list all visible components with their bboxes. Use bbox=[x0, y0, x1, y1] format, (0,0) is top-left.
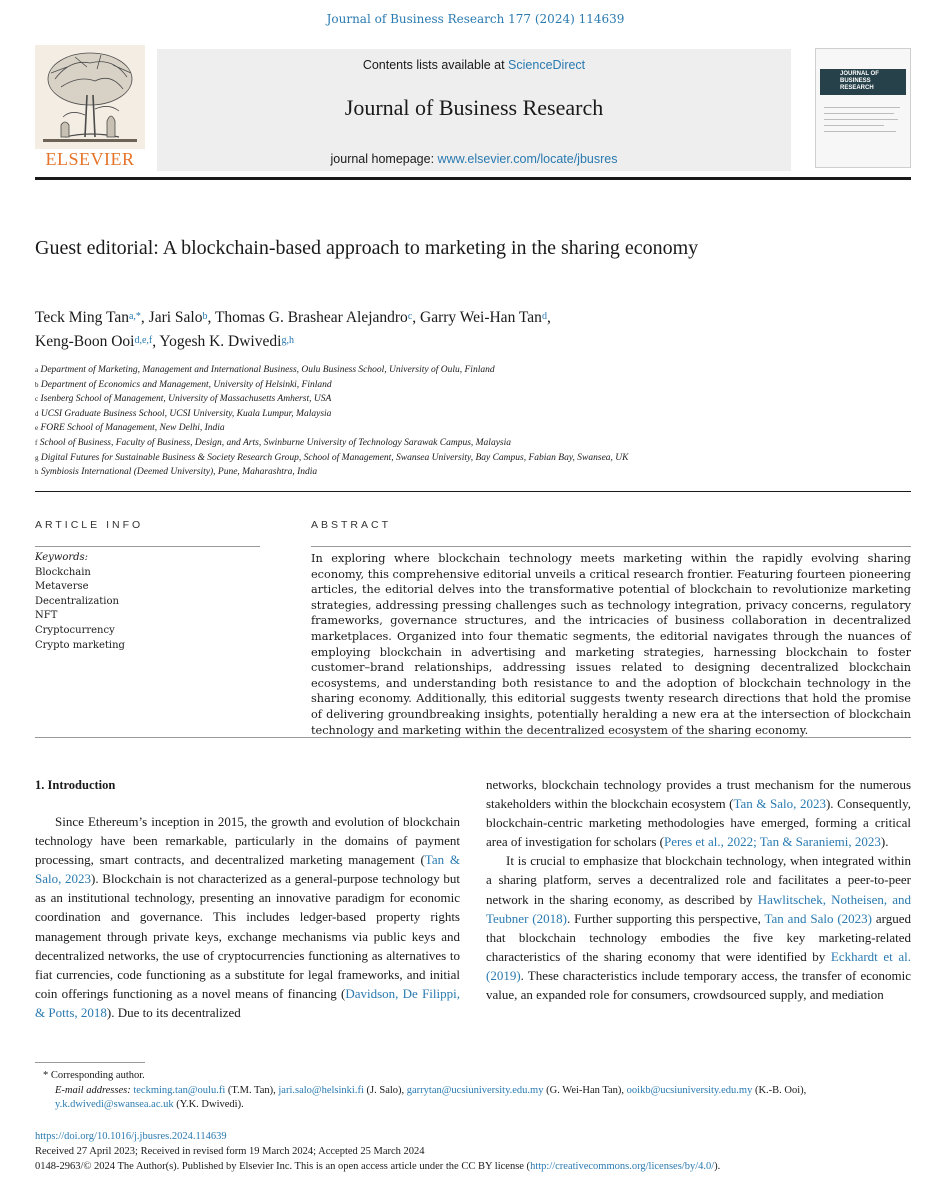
affiliation-key: d bbox=[35, 409, 39, 418]
author bbox=[159, 333, 294, 350]
homepage-line bbox=[157, 152, 791, 166]
email-link[interactable]: y.k.dwivedi@swansea.ac.uk bbox=[55, 1099, 174, 1110]
author-affiliation-mark[interactable]: g,h bbox=[281, 335, 294, 346]
affiliation-text: Department of Economics and Management, University of Helsinki, Finland bbox=[40, 379, 332, 390]
cover-line bbox=[824, 113, 894, 114]
license-line bbox=[35, 1159, 911, 1174]
text-run: It is crucial to emphasize that blockchain technology, when integrated within a sharing platform, serves a decentralized role and facilitates a peer-to-peer network in the sharing economy, as described by bbox=[486, 853, 911, 907]
journal-cover-thumbnail[interactable] bbox=[815, 48, 911, 168]
keyword: Blockchain bbox=[35, 566, 91, 578]
email-link[interactable]: teckming.tan@oulu.fi bbox=[133, 1084, 226, 1096]
text-run: ). Blockchain is not characterized as a general-purpose technology but as an institutional technology, presenting an innovative paradigm for economic coordination and governance. This includes ledger-based property rights management through private keys, exchange mechanisms via public keys and decentralized networks, the use of cryptocurrencies functioning as alternatives to fiat currencies, code functioning as a substitute for legal frameworks, and initial coin offerings functioning as a novel means of financing ( bbox=[35, 871, 460, 1001]
author-name: Yogesh K. Dwivedi bbox=[159, 333, 282, 350]
cover-title: JOURNAL OF BUSINESS RESEARCH bbox=[840, 71, 879, 91]
author bbox=[149, 309, 215, 326]
affiliation-text: Digital Futures for Sustainable Business & Society Research Group, School of Management, Swansea University, Bay Campus, Fabian Bay, Swansea, UK bbox=[40, 452, 629, 463]
received-dates: Received 27 April 2023; Received in revised form 19 March 2024; Accepted 25 March 2024 bbox=[35, 1146, 425, 1157]
author-affiliation-mark[interactable]: c bbox=[407, 311, 413, 322]
elsevier-logo[interactable] bbox=[35, 45, 145, 170]
affiliation-text: FORE School of Management, New Delhi, India bbox=[40, 423, 225, 434]
affiliation-key: b bbox=[35, 380, 39, 389]
cover-line bbox=[824, 131, 896, 132]
email-owner: (T.M. Tan), bbox=[225, 1084, 279, 1096]
author-affiliation-mark[interactable]: d bbox=[541, 311, 547, 322]
keywords-label: Keywords: bbox=[35, 552, 89, 563]
intro-paragraph-2 bbox=[486, 851, 911, 1004]
author-affiliation-mark[interactable]: b bbox=[202, 311, 208, 322]
elsevier-tree-icon bbox=[35, 45, 145, 149]
footnotes bbox=[35, 1069, 911, 1113]
affiliation bbox=[35, 421, 895, 436]
email-link[interactable]: ooikb@ucsiuniversity.edu.my bbox=[626, 1084, 753, 1096]
abstract-bottom-rule bbox=[35, 737, 911, 738]
affiliation bbox=[35, 392, 895, 407]
contents-line bbox=[157, 58, 791, 72]
citation-link[interactable]: Tan and Salo (2023) bbox=[764, 910, 872, 926]
email-owner: (G. Wei-Han Tan), bbox=[543, 1084, 627, 1096]
author-affiliation-mark[interactable]: d,e,f bbox=[134, 335, 153, 346]
text-run: . Further supporting this perspective, bbox=[566, 910, 765, 926]
keywords-list bbox=[35, 551, 260, 653]
text-run: Since Ethereum’s inception in 2015, the growth and evolution of blockchain technology have been remarkable, particularly in the domains of payment processing, smart contracts, and decentralized marketing management ( bbox=[35, 814, 460, 868]
author-separator: , bbox=[412, 309, 421, 326]
author bbox=[35, 333, 159, 350]
article-title: Guest editorial: A blockchain-based approach to marketing in the sharing economy bbox=[35, 237, 699, 259]
body-column-left bbox=[35, 812, 460, 1022]
publication-info bbox=[35, 1129, 911, 1174]
affiliation bbox=[35, 378, 895, 393]
abstract-rule bbox=[311, 546, 911, 547]
journal-title: Journal of Business Research bbox=[344, 95, 604, 120]
corresponding-author-note: * Corresponding author. bbox=[43, 1070, 145, 1081]
citation-link[interactable]: Hawlitschek, Notheisen, and Teubner (2018) bbox=[486, 891, 912, 926]
affiliation-text: School of Business, Faculty of Business, Design, and Arts, Swinburne University of Technology Sarawak Campus, Malaysia bbox=[39, 437, 511, 448]
author-separator: , bbox=[152, 333, 160, 350]
affiliation-key: g bbox=[35, 453, 39, 462]
affiliation-key: f bbox=[35, 438, 38, 447]
affiliation-list bbox=[35, 363, 895, 480]
text-run: ). bbox=[880, 834, 889, 850]
author-name: Garry Wei-Han Tan bbox=[420, 309, 542, 326]
affiliation bbox=[35, 436, 895, 451]
contents-prefix: Contents lists available at bbox=[362, 58, 509, 72]
author-list bbox=[35, 306, 895, 354]
journal-masthead bbox=[35, 45, 911, 170]
author-separator: , bbox=[140, 309, 149, 326]
author-separator: , bbox=[546, 309, 551, 326]
homepage-prefix: journal homepage: bbox=[330, 152, 438, 166]
author-affiliation-mark[interactable]: a,* bbox=[128, 311, 141, 322]
affiliation-key: e bbox=[35, 424, 39, 433]
text-run: argued that blockchain technology embodies the five key marketing-related characteristics of the sharing economy that were identified by bbox=[486, 910, 912, 964]
email-link[interactable]: garrytan@ucsiuniversity.edu.my bbox=[406, 1084, 544, 1096]
citation-link[interactable]: Peres et al., 2022; Tan & Saraniemi, 2023 bbox=[663, 834, 881, 850]
article-info-rule bbox=[35, 546, 260, 547]
affiliation bbox=[35, 363, 895, 378]
keyword: Cryptocurrency bbox=[35, 624, 115, 636]
citation-link[interactable]: Davidson, De Filippi, & Potts, 2018 bbox=[35, 985, 460, 1020]
journal-citation[interactable]: Journal of Business Research 177 (2024) 114639 bbox=[326, 12, 625, 26]
text-run: networks, blockchain technology provides a trust mechanism for the numerous stakeholders within the blockchain ecosystem ( bbox=[486, 777, 911, 812]
affiliation-key: h bbox=[35, 468, 39, 477]
email-link[interactable]: jari.salo@helsinki.fi bbox=[278, 1084, 364, 1096]
intro-paragraph-1 bbox=[35, 812, 460, 1022]
journal-homepage-link[interactable]: www.elsevier.com/locate/jbusres bbox=[437, 152, 618, 166]
doi-link[interactable]: https://doi.org/10.1016/j.jbusres.2024.114639 bbox=[35, 1131, 227, 1142]
email-owner: (K.-B. Ooi), bbox=[752, 1084, 807, 1096]
author-name: Keng-Boon Ooi bbox=[35, 333, 135, 350]
email-owner: (J. Salo), bbox=[363, 1084, 407, 1096]
keyword: Decentralization bbox=[35, 595, 119, 607]
affiliation bbox=[35, 451, 895, 466]
abstract-heading: ABSTRACT bbox=[311, 519, 392, 531]
abstract-text: In exploring where blockchain technology meets marketing within the rapidly evolving sharing economy, this comprehensive editorial unveils a critical research frontier. Featuring fourteen pioneering articles, the editorial delves into the transformative potential of blockchain to revolutionize marketing strategies, addressing pressing challenges such as technology integration, privacy concerns, regulatory frameworks, governance structures, and the intricacies of business collaboration in decentralized marketplaces. Organized into four thematic segments, the editorial navigates through the nuances of employing blockchain in advertising and marketing strategies, harnessing blockchain to foster customer–brand relationships, addressing issues related to designing decentralized blockchain ecosystems, and understanding both resistance to and the adoption of blockchain technology in the sharing economy. Additionally, this editorial suggests twenty research directions that hold the promise of delivering groundbreaking insights, potentially heralding a new era at the intersection of blockchain technology and marketing within the decentralized ecosystem of the sharing economy. bbox=[311, 552, 911, 737]
affiliation-text: Department of Marketing, Management and International Business, Oulu Business School, University of Oulu, Finland bbox=[40, 365, 495, 375]
email-owner: (Y.K. Dwivedi). bbox=[173, 1099, 244, 1110]
license-text: ). bbox=[714, 1161, 721, 1172]
section-rule bbox=[35, 491, 911, 492]
intro-paragraph-1-continued bbox=[486, 775, 911, 851]
author-name: Jari Salo bbox=[148, 309, 203, 326]
keyword: NFT bbox=[35, 610, 58, 622]
citation-link[interactable]: Tan & Salo, 2023 bbox=[733, 796, 826, 812]
email-addresses bbox=[35, 1084, 911, 1113]
text-run: . These characteristics include temporary access, the transfer of economic value, an expanded role for consumers, crowdsourced supply, and mediation bbox=[486, 967, 911, 1003]
keyword: Crypto marketing bbox=[35, 639, 125, 651]
author-separator: , bbox=[207, 309, 215, 326]
author bbox=[215, 309, 420, 326]
journal-info-box bbox=[157, 49, 791, 171]
footnote-rule bbox=[35, 1062, 145, 1063]
keyword: Metaverse bbox=[35, 581, 89, 593]
text-run: ). Consequently, blockchain-centric marketing methodologies have emerged, forming a critical area of investigation for scholars ( bbox=[486, 796, 912, 850]
elsevier-wordmark: ELSEVIER bbox=[45, 149, 135, 169]
affiliation-text: UCSI Graduate Business School, UCSI University, Kuala Lumpur, Malaysia bbox=[40, 408, 332, 419]
body-column-right bbox=[486, 775, 911, 1004]
affiliation-key: a bbox=[35, 366, 39, 374]
affiliation-key: c bbox=[35, 395, 39, 404]
author bbox=[35, 309, 149, 326]
citation-link[interactable]: Tan & Salo, 2023 bbox=[35, 852, 460, 887]
license-text: 0148-2963/© 2024 The Author(s). Published by Elsevier Inc. This is an open access article under the CC BY license ( bbox=[35, 1161, 531, 1172]
author-name: Thomas G. Brashear Alejandro bbox=[214, 309, 408, 326]
introduction-heading: 1. Introduction bbox=[35, 778, 116, 792]
header-rule bbox=[35, 177, 911, 180]
cover-line bbox=[824, 107, 900, 108]
email-label: E-mail addresses: bbox=[55, 1084, 134, 1096]
citation-link[interactable]: Eckhardt et al. (2019) bbox=[486, 948, 911, 983]
affiliation-text: Symbiosis International (Deemed University), Pune, Maharashtra, India bbox=[40, 467, 318, 478]
affiliation bbox=[35, 465, 895, 480]
cover-line bbox=[824, 119, 898, 120]
cover-line bbox=[824, 125, 884, 126]
author bbox=[420, 309, 551, 326]
text-run: ). Due to its decentralized bbox=[106, 1004, 241, 1020]
author-name: Teck Ming Tan bbox=[35, 309, 129, 326]
affiliation bbox=[35, 407, 895, 422]
sciencedirect-link[interactable]: ScienceDirect bbox=[508, 58, 586, 72]
affiliation-text: Isenberg School of Management, University of Massachusetts Amherst, USA bbox=[40, 394, 332, 405]
article-info-heading: ARTICLE INFO bbox=[35, 519, 144, 531]
license-link[interactable]: http://creativecommons.org/licenses/by/4.0/ bbox=[530, 1161, 715, 1172]
